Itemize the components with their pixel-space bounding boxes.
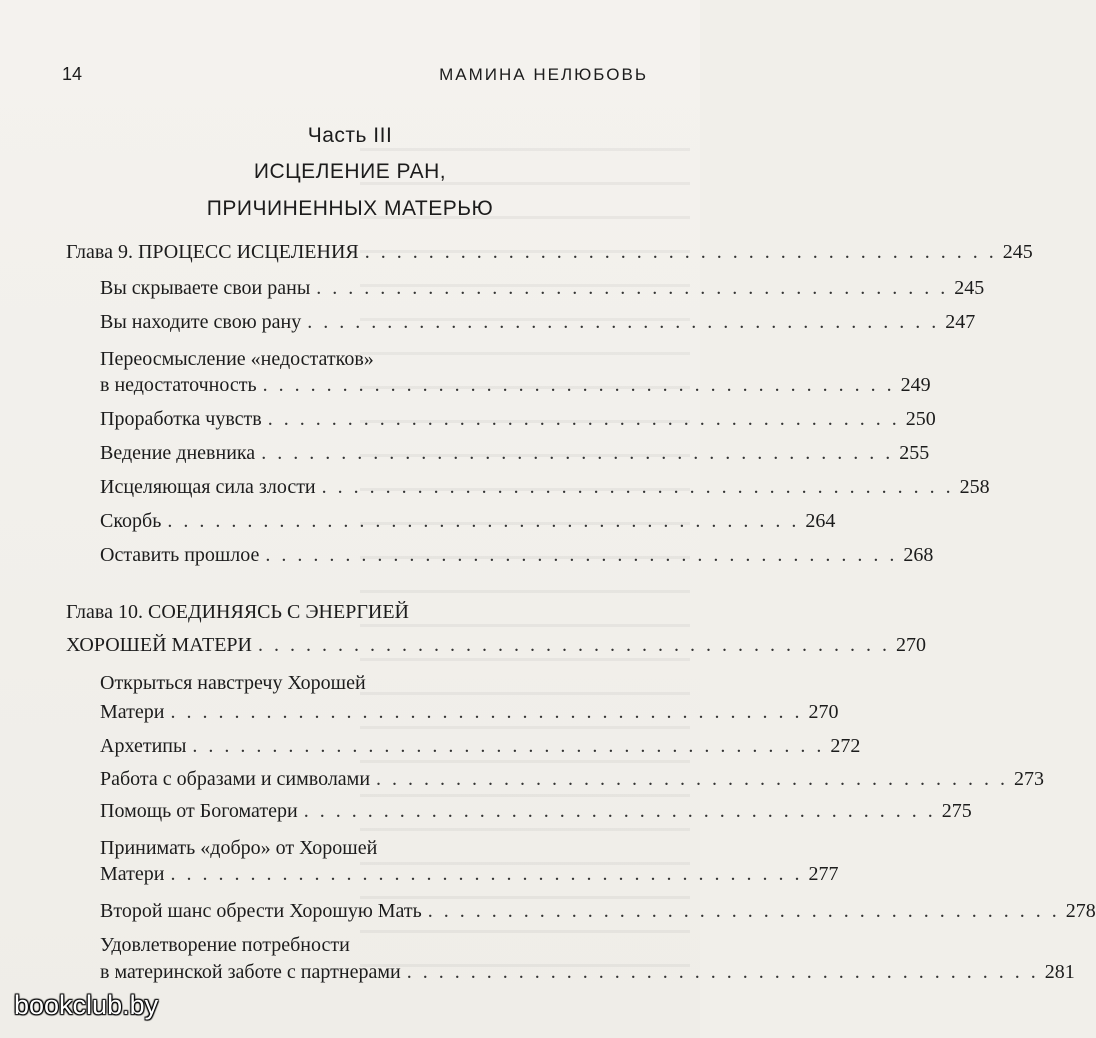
toc-entry[interactable] [100, 701, 839, 723]
toc-entry-page: 255 [899, 442, 930, 464]
toc-entry-page: 249 [900, 374, 931, 396]
toc-entry[interactable] [100, 800, 972, 822]
chapter-10-title-line1: Глава 10. СОЕДИНЯЯСЬ С ЭНЕРГИЕЙ [66, 601, 409, 623]
leader-dots: . . . . . . . . . . . . . . . . . . . . . . . . . . . . . . . . . . . . . . . . [267, 408, 900, 430]
toc-entry[interactable] [100, 311, 976, 333]
running-head [62, 64, 648, 85]
toc-entry-page: 258 [959, 476, 990, 498]
leader-dots: . . . . . . . . . . . . . . . . . . . . . . . . . . . . . . . . . . . . . . . . [192, 735, 825, 757]
toc-entry-label: Второй шанс обрести Хорошую Мать [100, 900, 422, 922]
toc-entry-label-line2: Матери [100, 863, 165, 885]
toc-entry-label: Работа с образами и символами [100, 768, 371, 790]
chapter-9-title: Глава 9. ПРОЦЕСС ИСЦЕЛЕНИЯ [66, 241, 359, 263]
toc-entry-label: Вы скрываете свои раны [100, 277, 311, 299]
leader-dots: . . . . . . . . . . . . . . . . . . . . . . . . . . . . . . . . . . . . . . . . [376, 768, 1009, 790]
toc-entry[interactable] [100, 442, 930, 464]
toc-entry-label: Ведение дневника [100, 442, 256, 464]
part-title-line1: ИСЦЕЛЕНИЕ РАН, [253, 160, 447, 183]
leader-dots: . . . . . . . . . . . . . . . . . . . . . . . . . . . . . . . . . . . . . . . . [321, 476, 954, 498]
leader-dots: . . . . . . . . . . . . . . . . . . . . . . . . . . . . . . . . . . . . . . . . [167, 510, 800, 532]
leader-dots: . . . . . . . . . . . . . . . . . . . . . . . . . . . . . . . . . . . . . . . . [265, 544, 898, 566]
toc-entry-page: 273 [1014, 768, 1045, 790]
toc-entry-page: 268 [903, 544, 934, 566]
toc-entry-page: 247 [945, 311, 976, 333]
toc-entry-page: 245 [954, 277, 985, 299]
toc-entry-page: 270 [808, 701, 839, 723]
leader-dots: . . . . . . . . . . . . . . . . . . . . . . . . . . . . . . . . . . . . . . . . [364, 241, 997, 263]
toc-entry[interactable] [100, 768, 1045, 790]
toc-entry-label-line1: Открыться навстречу Хорошей [100, 672, 366, 694]
toc-entry-label: Архетипы [100, 735, 187, 757]
toc-entry-label-line2: в материнской заботе с партнерами [100, 961, 401, 983]
toc-entry-label: Скорбь [100, 510, 162, 532]
chapter-9-row[interactable] [66, 241, 1033, 263]
leader-dots: . . . . . . . . . . . . . . . . . . . . . . . . . . . . . . . . . . . . . . . . [316, 277, 949, 299]
toc-entry-page: 278 [1065, 900, 1096, 922]
toc-entry[interactable] [100, 544, 934, 566]
chapter-10-title-line2: ХОРОШЕЙ МАТЕРИ [66, 634, 252, 656]
toc-entry-page: 275 [941, 800, 972, 822]
toc-entry-label: Помощь от Богоматери [100, 800, 298, 822]
toc-entry[interactable] [100, 510, 836, 532]
toc-entry-label: Исцеляющая сила злости [100, 476, 316, 498]
toc-entry-label-line1: Переосмысление «недостатков» [100, 348, 374, 370]
chapter-10-row[interactable] [66, 634, 926, 656]
toc-entry[interactable] [100, 476, 990, 498]
toc-entry-page: 250 [905, 408, 936, 430]
chapter-9-page: 245 [1002, 241, 1033, 263]
part-title-line2: ПРИЧИНЕННЫХ МАТЕРЬЮ [206, 197, 494, 220]
toc-entry-page: 277 [808, 863, 839, 885]
page-number: 14 [62, 64, 83, 84]
leader-dots: . . . . . . . . . . . . . . . . . . . . . . . . . . . . . . . . . . . . . . . . [307, 311, 940, 333]
toc-entry-page: 272 [830, 735, 861, 757]
toc-entry-label-line1: Удовлетворение потребности [100, 934, 350, 956]
toc-entry[interactable] [100, 374, 931, 396]
leader-dots: . . . . . . . . . . . . . . . . . . . . . . . . . . . . . . . . . . . . . . . . [261, 442, 894, 464]
toc-entry-label-line2: в недостаточность [100, 374, 257, 396]
toc-entry-page: 264 [805, 510, 836, 532]
part-label: Часть III [307, 124, 393, 147]
toc-entry[interactable] [100, 900, 1096, 922]
toc-entry-label: Вы находите свою рану [100, 311, 302, 333]
toc-entry-label-line2: Матери [100, 701, 165, 723]
chapter-10-page: 270 [896, 634, 926, 656]
leader-dots: . . . . . . . . . . . . . . . . . . . . . . . . . . . . . . . . . . . . . . . . [258, 634, 890, 656]
leader-dots: . . . . . . . . . . . . . . . . . . . . . . . . . . . . . . . . . . . . . . . . [262, 374, 895, 396]
toc-entry-page: 281 [1044, 961, 1075, 983]
leader-dots: . . . . . . . . . . . . . . . . . . . . . . . . . . . . . . . . . . . . . . . . [170, 701, 803, 723]
leader-dots: . . . . . . . . . . . . . . . . . . . . . . . . . . . . . . . . . . . . . . . . [406, 961, 1039, 983]
toc-entry[interactable] [100, 277, 985, 299]
site-watermark: bookclub.by [14, 990, 159, 1020]
leader-dots: . . . . . . . . . . . . . . . . . . . . . . . . . . . . . . . . . . . . . . . . [303, 800, 936, 822]
toc-entry[interactable] [100, 863, 839, 885]
leader-dots: . . . . . . . . . . . . . . . . . . . . . . . . . . . . . . . . . . . . . . . . [170, 863, 803, 885]
toc-entry[interactable] [100, 961, 1075, 983]
leader-dots: . . . . . . . . . . . . . . . . . . . . . . . . . . . . . . . . . . . . . . . . [427, 900, 1060, 922]
toc-entry[interactable] [100, 735, 861, 757]
toc-entry-label: Оставить прошлое [100, 544, 260, 566]
toc-entry-label-line1: Принимать «добро» от Хорошей [100, 837, 378, 859]
toc-entry[interactable] [100, 408, 936, 430]
book-title: МАМИНА НЕЛЮБОВЬ [439, 65, 648, 84]
toc-entry-label: Проработка чувств [100, 408, 262, 430]
